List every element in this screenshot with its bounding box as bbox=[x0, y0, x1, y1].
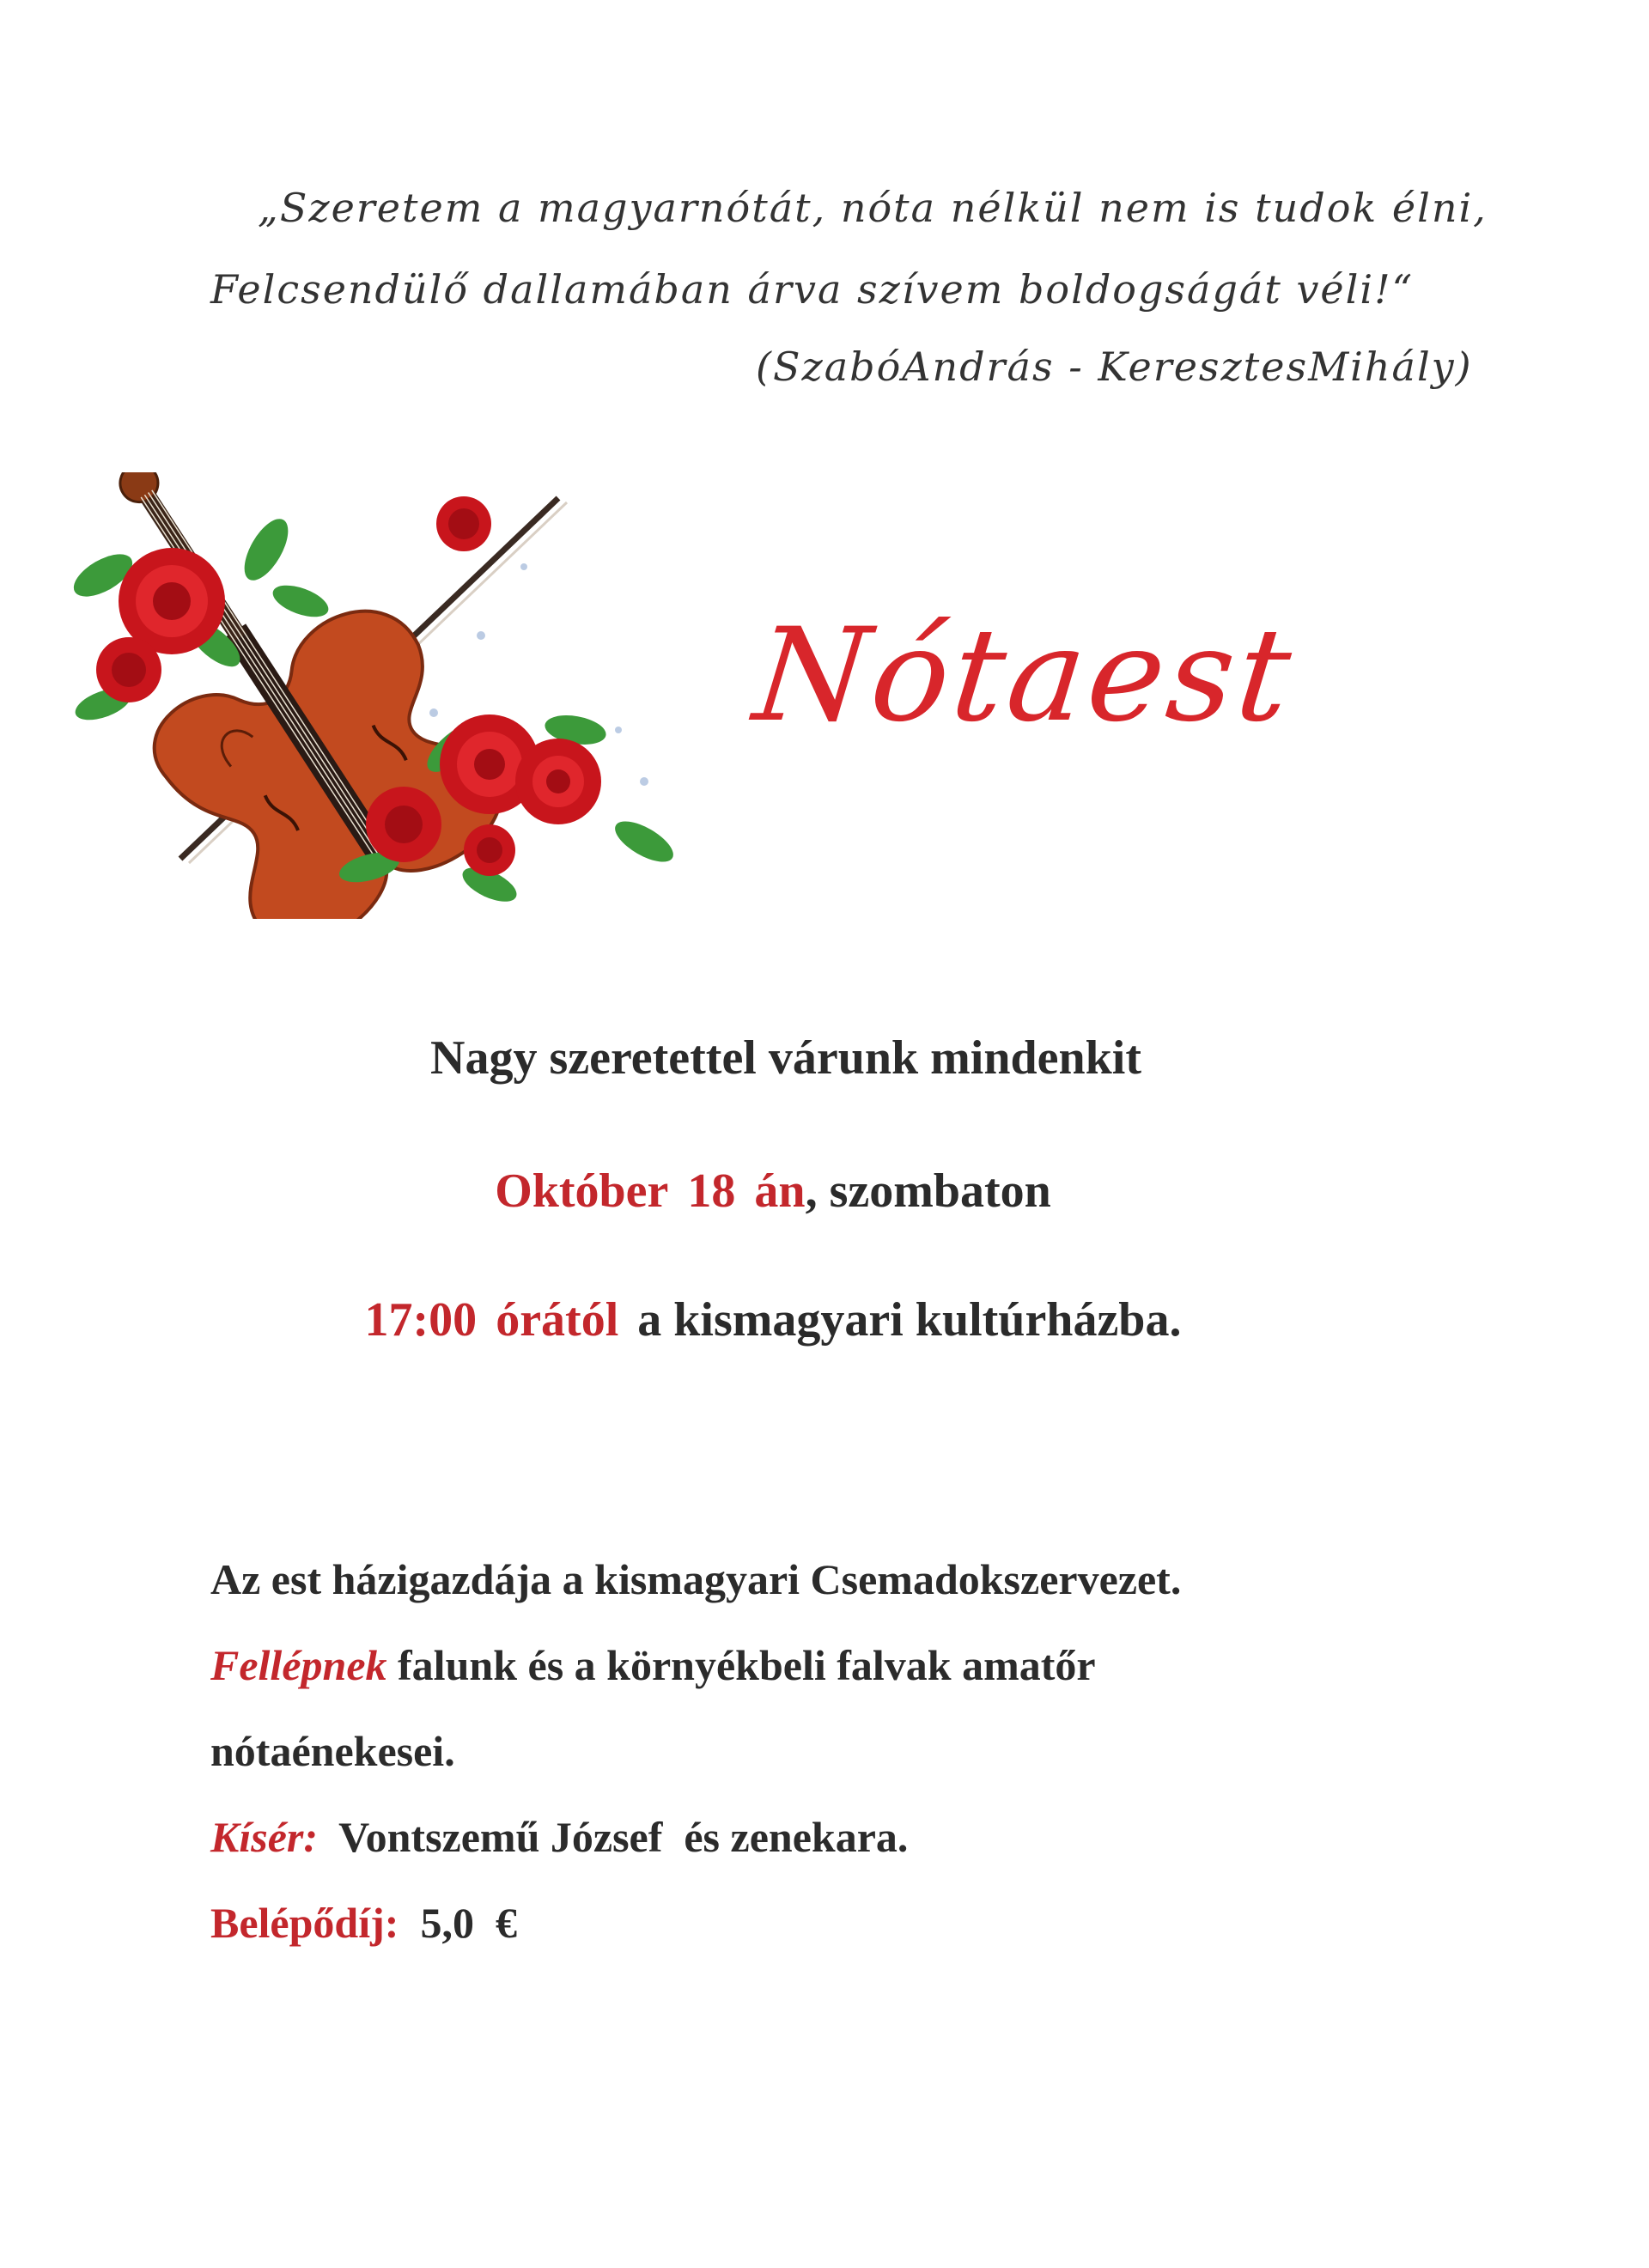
date-line bbox=[0, 1164, 1597, 1219]
fee-value: 5,0 € bbox=[399, 1899, 517, 1947]
fee-line bbox=[210, 1898, 517, 1948]
perform-line bbox=[210, 1640, 1096, 1690]
quote-author: (SzabóAndrás - KeresztesMihály) bbox=[756, 344, 1473, 390]
perform-label: Fellépnek bbox=[210, 1641, 387, 1689]
quote-line-2: Felcsendülő dallamában árva szívem boldogságát véli!“ bbox=[210, 266, 1415, 313]
time-place: a kismagyari kultúrházba. bbox=[637, 1293, 1182, 1347]
time-hour: 17:00 bbox=[364, 1293, 478, 1347]
perform-text: falunk és a környékbeli falvak amatőr bbox=[386, 1641, 1096, 1689]
fee-label: Belépődíj: bbox=[210, 1899, 399, 1947]
accompany-label: Kísér: bbox=[210, 1813, 318, 1861]
accompany-text: Vontszemű József és zenekara. bbox=[318, 1813, 909, 1861]
date-suffix: án bbox=[754, 1164, 806, 1218]
date-weekday: , szombaton bbox=[805, 1164, 1051, 1218]
time-line bbox=[0, 1292, 1597, 1347]
date-day: 18 bbox=[687, 1164, 736, 1218]
quote-line-1: „Szeretem a magyarnótát, nóta nélkül nem is tudok élni, bbox=[258, 185, 1488, 231]
event-title: Nótaest bbox=[747, 601, 1301, 751]
accompany-line bbox=[210, 1812, 908, 1862]
violin-with-roses-icon bbox=[43, 472, 721, 919]
time-from: órától bbox=[496, 1293, 619, 1347]
perform-line-2: nótaénekesei. bbox=[210, 1727, 455, 1775]
host-line: Az est házigazdája a kismagyari Csemadokszervezet. bbox=[210, 1555, 1182, 1603]
date-month: Október bbox=[495, 1164, 669, 1218]
invite-line: Nagy szeretettel várunk mindenkit bbox=[430, 1031, 1141, 1085]
